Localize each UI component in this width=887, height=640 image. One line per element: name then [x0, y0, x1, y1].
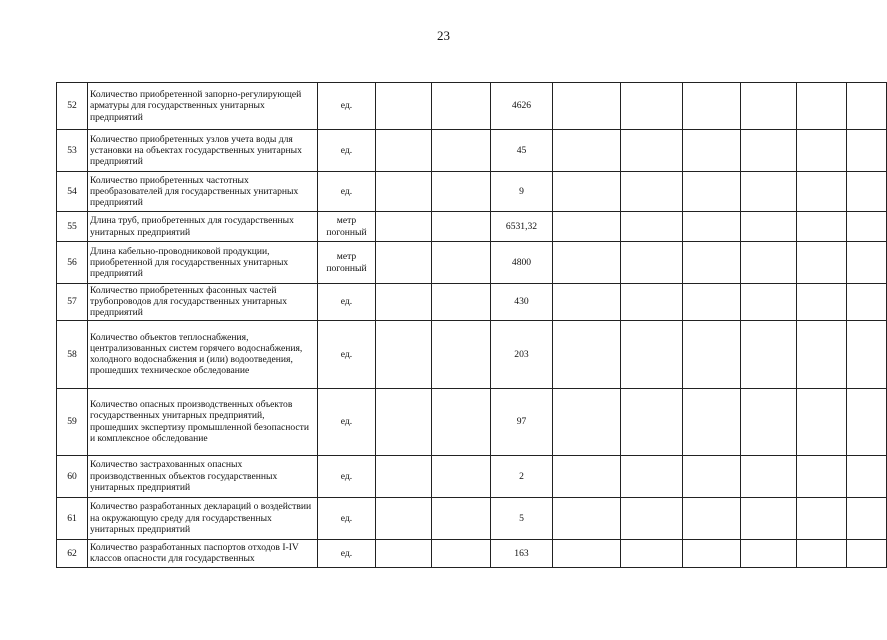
empty-cell [683, 497, 741, 539]
empty-cell [553, 284, 621, 321]
empty-cell [797, 497, 847, 539]
empty-cell [432, 212, 491, 242]
indicator-name-cell: Количество опасных производственных объектов государственных унитарных предприятий, прошедших экспертизу промышленной безопасности и комплексное обследование [88, 388, 318, 455]
empty-cell [797, 130, 847, 172]
empty-cell [741, 455, 797, 497]
value-cell: 97 [491, 388, 553, 455]
empty-cell [432, 539, 491, 567]
table-row [57, 212, 887, 242]
empty-cell [376, 130, 432, 172]
empty-cell [432, 242, 491, 284]
empty-cell [621, 212, 683, 242]
empty-cell [741, 172, 797, 212]
empty-cell [847, 388, 887, 455]
empty-cell [683, 388, 741, 455]
empty-cell [432, 497, 491, 539]
empty-cell [741, 242, 797, 284]
unit-cell: ед. [318, 320, 376, 388]
empty-cell [797, 172, 847, 212]
empty-cell [432, 172, 491, 212]
empty-cell [683, 284, 741, 321]
empty-cell [621, 455, 683, 497]
value-cell: 45 [491, 130, 553, 172]
row-number-cell: 54 [57, 172, 88, 212]
empty-cell [797, 242, 847, 284]
value-cell: 4626 [491, 83, 553, 130]
empty-cell [376, 172, 432, 212]
empty-cell [741, 284, 797, 321]
row-number-cell: 56 [57, 242, 88, 284]
empty-cell [683, 320, 741, 388]
empty-cell [432, 130, 491, 172]
indicator-name-cell: Количество приобретенных фасонных частей трубопроводов для государственных унитарных предприятий [88, 284, 318, 321]
empty-cell [376, 497, 432, 539]
row-number-cell: 57 [57, 284, 88, 321]
value-cell: 5 [491, 497, 553, 539]
indicator-name-cell: Количество объектов теплоснабжения, централизованных систем горячего водоснабжения, холодного водоснабжения и (или) водоотведения, прошедших техническое обследование [88, 320, 318, 388]
indicator-name-cell: Количество приобретенной запорно-регулирующей арматуры для государственных унитарных предприятий [88, 83, 318, 130]
empty-cell [847, 539, 887, 567]
value-cell: 2 [491, 455, 553, 497]
indicator-name-cell: Количество застрахованных опасных производственных объектов государственных унитарных предприятий [88, 455, 318, 497]
empty-cell [683, 455, 741, 497]
indicators-table [56, 82, 887, 568]
unit-cell: ед. [318, 539, 376, 567]
unit-cell: ед. [318, 388, 376, 455]
empty-cell [683, 242, 741, 284]
empty-cell [797, 83, 847, 130]
indicator-name-cell: Количество приобретенных частотных преобразователей для государственных унитарных предприятий [88, 172, 318, 212]
unit-cell: ед. [318, 284, 376, 321]
empty-cell [683, 212, 741, 242]
empty-cell [432, 388, 491, 455]
empty-cell [376, 320, 432, 388]
empty-cell [797, 388, 847, 455]
empty-cell [621, 388, 683, 455]
empty-cell [683, 539, 741, 567]
empty-cell [553, 388, 621, 455]
empty-cell [797, 539, 847, 567]
empty-cell [553, 455, 621, 497]
empty-cell [847, 212, 887, 242]
empty-cell [553, 172, 621, 212]
empty-cell [553, 242, 621, 284]
empty-cell [683, 83, 741, 130]
empty-cell [797, 212, 847, 242]
unit-cell: ед. [318, 130, 376, 172]
empty-cell [741, 539, 797, 567]
table-row [57, 388, 887, 455]
table-row [57, 172, 887, 212]
unit-cell: метр погонный [318, 212, 376, 242]
value-cell: 4800 [491, 242, 553, 284]
indicator-name-cell: Количество разработанных деклараций о воздействии на окружающую среду для государственных унитарных предприятий [88, 497, 318, 539]
table-row [57, 130, 887, 172]
empty-cell [621, 284, 683, 321]
value-cell: 430 [491, 284, 553, 321]
value-cell: 203 [491, 320, 553, 388]
unit-cell: ед. [318, 83, 376, 130]
empty-cell [376, 242, 432, 284]
empty-cell [553, 83, 621, 130]
value-cell: 9 [491, 172, 553, 212]
empty-cell [432, 284, 491, 321]
row-number-cell: 53 [57, 130, 88, 172]
empty-cell [741, 83, 797, 130]
empty-cell [621, 172, 683, 212]
table-row [57, 497, 887, 539]
empty-cell [553, 320, 621, 388]
empty-cell [553, 130, 621, 172]
indicator-name-cell: Количество разработанных паспортов отходов I-IV классов опасности для государственных [88, 539, 318, 567]
empty-cell [621, 497, 683, 539]
table-row [57, 455, 887, 497]
empty-cell [741, 497, 797, 539]
value-cell: 163 [491, 539, 553, 567]
indicator-name-cell: Длина труб, приобретенных для государственных унитарных предприятий [88, 212, 318, 242]
empty-cell [432, 320, 491, 388]
empty-cell [797, 455, 847, 497]
row-number-cell: 62 [57, 539, 88, 567]
empty-cell [847, 497, 887, 539]
empty-cell [741, 388, 797, 455]
row-number-cell: 52 [57, 83, 88, 130]
unit-cell: ед. [318, 172, 376, 212]
empty-cell [847, 242, 887, 284]
unit-cell: ед. [318, 497, 376, 539]
page-number: 23 [437, 28, 450, 43]
empty-cell [621, 320, 683, 388]
row-number-cell: 61 [57, 497, 88, 539]
row-number-cell: 60 [57, 455, 88, 497]
empty-cell [847, 172, 887, 212]
empty-cell [847, 455, 887, 497]
empty-cell [847, 320, 887, 388]
unit-cell: ед. [318, 455, 376, 497]
row-number-cell: 55 [57, 212, 88, 242]
empty-cell [432, 455, 491, 497]
row-number-cell: 58 [57, 320, 88, 388]
empty-cell [376, 284, 432, 321]
table-row [57, 242, 887, 284]
empty-cell [847, 284, 887, 321]
empty-cell [553, 539, 621, 567]
unit-cell: метр погонный [318, 242, 376, 284]
row-number-cell: 59 [57, 388, 88, 455]
value-cell: 6531,32 [491, 212, 553, 242]
empty-cell [621, 83, 683, 130]
indicator-name-cell: Количество приобретенных узлов учета воды для установки на объектах государственных унитарных предприятий [88, 130, 318, 172]
empty-cell [797, 284, 847, 321]
table-row [57, 320, 887, 388]
empty-cell [741, 320, 797, 388]
table-row [57, 284, 887, 321]
empty-cell [741, 130, 797, 172]
indicator-name-cell: Длина кабельно-проводниковой продукции, приобретенной для государственных унитарных предприятий [88, 242, 318, 284]
empty-cell [376, 539, 432, 567]
empty-cell [847, 83, 887, 130]
empty-cell [553, 212, 621, 242]
empty-cell [683, 172, 741, 212]
empty-cell [376, 212, 432, 242]
empty-cell [683, 130, 741, 172]
empty-cell [432, 83, 491, 130]
empty-cell [621, 242, 683, 284]
table-row [57, 539, 887, 567]
empty-cell [847, 130, 887, 172]
empty-cell [741, 212, 797, 242]
empty-cell [553, 497, 621, 539]
empty-cell [376, 388, 432, 455]
empty-cell [376, 83, 432, 130]
empty-cell [621, 130, 683, 172]
empty-cell [376, 455, 432, 497]
table-row [57, 83, 887, 130]
empty-cell [797, 320, 847, 388]
empty-cell [621, 539, 683, 567]
